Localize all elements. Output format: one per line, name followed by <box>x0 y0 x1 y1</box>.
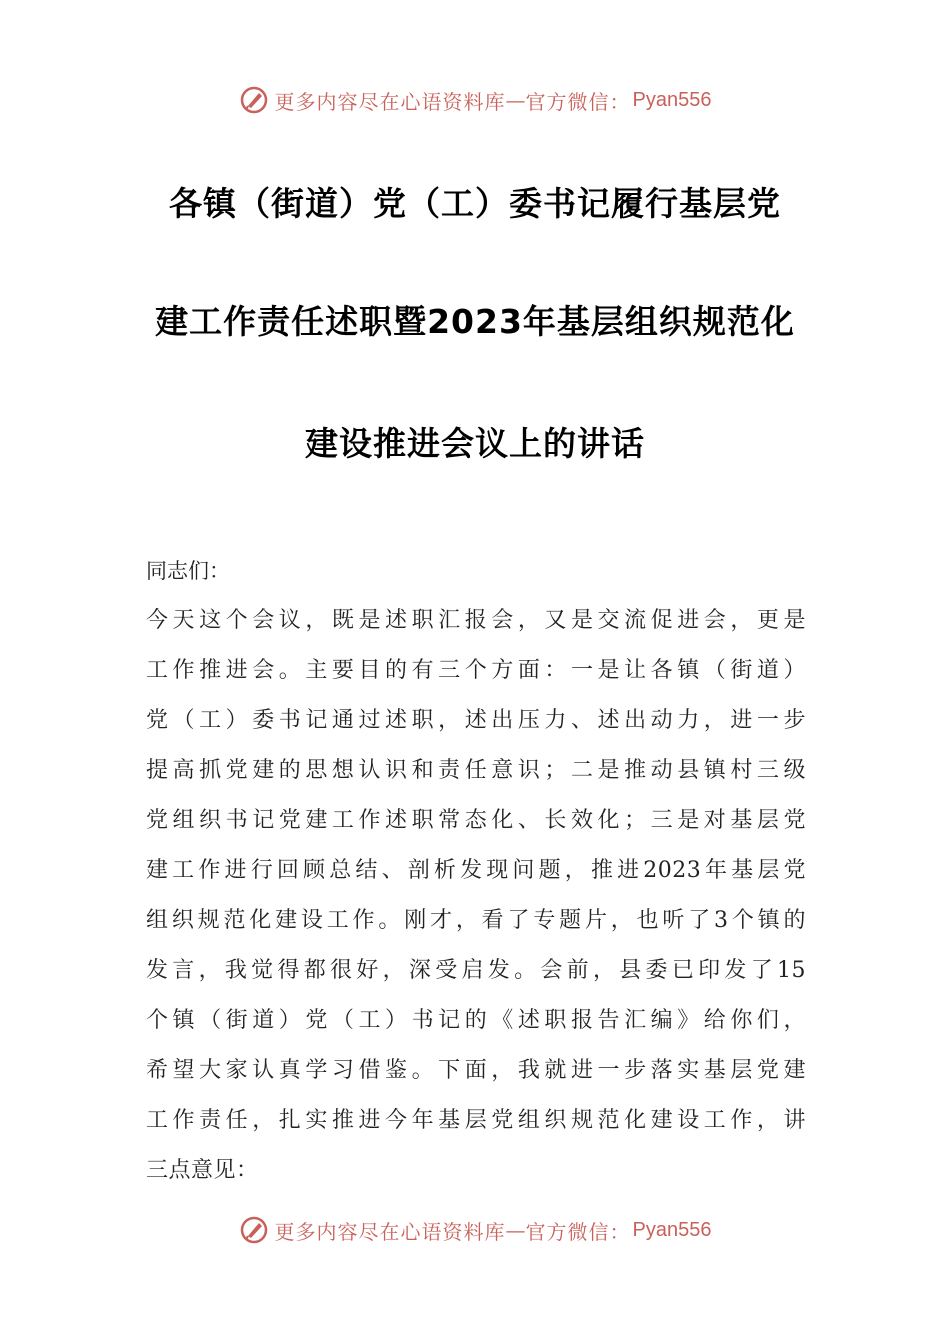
watermark-separator: — <box>505 1218 526 1242</box>
title-line-2: 建工作责任述职暨2023年基层组织规范化 <box>155 302 795 341</box>
body-line: 个镇（街道）党（工）书记的《述职报告汇编》给你们， <box>146 1008 806 1033</box>
footer-watermark <box>0 1210 950 1250</box>
title-line-1: 各镇（街道）党（工）委书记履行基层党 <box>169 184 781 223</box>
body-line: 今天这个会议，既是述职汇报会，又是交流促进会，更是 <box>146 608 806 633</box>
salutation: 同志们： <box>146 559 230 583</box>
body-line: 工作责任，扎实推进今年基层党组织规范化建设工作，讲 <box>146 1108 806 1133</box>
watermark-wechat-label: 官方微信： <box>525 1219 631 1244</box>
watermark-brand-text: 更多内容尽在心语资料库 <box>274 1219 506 1244</box>
quill-logo-icon <box>239 85 269 115</box>
watermark-brand-text: 更多内容尽在心语资料库 <box>274 89 506 114</box>
body-line: 党（工）委书记通过述职，述出压力、述出动力，进一步 <box>146 708 806 733</box>
watermark-handle: Pyan556 <box>632 1218 712 1241</box>
watermark-separator: — <box>505 88 526 112</box>
body-line: 组织规范化建设工作。刚才，看了专题片，也听了3个镇的 <box>146 908 806 933</box>
body-line: 提高抓党建的思想认识和责任意识；二是推动县镇村三级 <box>146 758 806 783</box>
quill-logo-icon <box>239 1215 269 1245</box>
header-watermark <box>0 80 950 120</box>
body-line: 三点意见： <box>146 1158 259 1183</box>
body-line: 工作推进会。主要目的有三个方面：一是让各镇（街道） <box>146 658 806 683</box>
body-line: 党组织书记党建工作述职常态化、长效化；三是对基层党 <box>146 808 806 833</box>
body-line: 发言，我觉得都很好，深受启发。会前，县委已印发了15 <box>146 958 806 983</box>
watermark-wechat-label: 官方微信： <box>525 89 631 114</box>
title-line-3: 建设推进会议上的讲话 <box>305 424 645 463</box>
watermark-handle: Pyan556 <box>632 88 712 111</box>
body-line: 建工作进行回顾总结、剖析发现问题，推进2023年基层党 <box>146 858 806 883</box>
body-line: 希望大家认真学习借鉴。下面，我就进一步落实基层党建 <box>146 1058 806 1083</box>
